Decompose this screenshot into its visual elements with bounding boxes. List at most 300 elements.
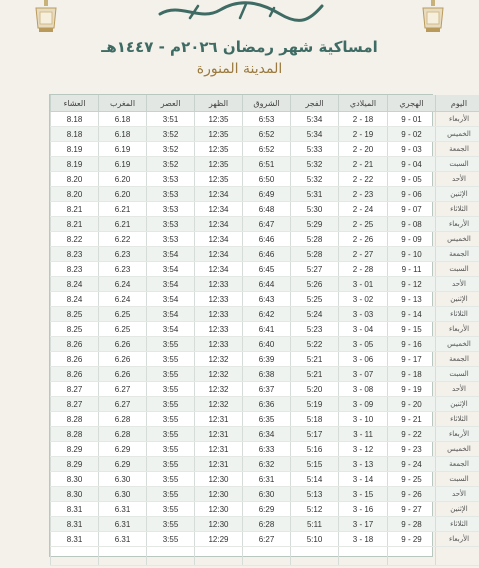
gregorian-date-cell: 3 - 12	[339, 442, 388, 457]
maghrib-cell: 6.28	[99, 412, 147, 427]
fajr-cell: 5:34	[291, 127, 339, 142]
day-cell: السبت	[436, 367, 479, 382]
table-row	[51, 202, 479, 217]
table-row	[51, 187, 479, 202]
isha-cell: 8.30	[51, 487, 99, 502]
hijri-date-cell: 9 - 27	[388, 502, 436, 517]
gregorian-date-cell: 3 - 01	[339, 277, 388, 292]
asr-cell: 3:54	[147, 262, 195, 277]
asr-cell: 3:53	[147, 232, 195, 247]
day-cell: الإثنين	[436, 292, 479, 307]
hijri-date-cell: 9 - 26	[388, 487, 436, 502]
fajr-cell: 5:24	[291, 307, 339, 322]
maghrib-cell: 6.24	[99, 277, 147, 292]
dhuhr-cell: 12:33	[195, 337, 243, 352]
isha-cell: 8.24	[51, 292, 99, 307]
isha-cell: 8.19	[51, 157, 99, 172]
fajr-cell: 5:28	[291, 247, 339, 262]
maghrib-cell: 6.18	[99, 112, 147, 127]
asr-cell: 3:55	[147, 412, 195, 427]
asr-cell: 3:53	[147, 202, 195, 217]
dhuhr-cell: 12:34	[195, 262, 243, 277]
table-row	[51, 412, 479, 427]
fajr-cell: 5:32	[291, 157, 339, 172]
table-row	[51, 142, 479, 157]
maghrib-cell: 6.26	[99, 337, 147, 352]
imsakiya-table-container	[49, 94, 471, 557]
day-cell: الثلاثاء	[436, 202, 479, 217]
hijri-date-cell: 9 - 25	[388, 472, 436, 487]
fajr-cell: 5:17	[291, 427, 339, 442]
maghrib-cell: 6.19	[99, 157, 147, 172]
day-cell: السبت	[436, 472, 479, 487]
maghrib-cell: 6.21	[99, 202, 147, 217]
day-cell: الأحد	[436, 277, 479, 292]
sunrise-cell: 6:42	[243, 307, 291, 322]
fajr-cell: 5:15	[291, 457, 339, 472]
fajr-cell: 5:20	[291, 382, 339, 397]
hijri-date-cell: 9 - 10	[388, 247, 436, 262]
day-cell: الخميس	[436, 127, 479, 142]
column-header-gregorian: الميلادي	[339, 95, 388, 112]
fajr-cell: 5:31	[291, 187, 339, 202]
maghrib-cell: 6.24	[99, 292, 147, 307]
maghrib-cell: 6.18	[99, 127, 147, 142]
asr-cell: 3:55	[147, 517, 195, 532]
gregorian-date-cell: 2 - 21	[339, 157, 388, 172]
sunrise-cell: 6:39	[243, 352, 291, 367]
day-cell: الجمعة	[436, 457, 479, 472]
fajr-cell: 5:11	[291, 517, 339, 532]
sunrise-cell: 6:31	[243, 472, 291, 487]
sunrise-cell: 6:43	[243, 292, 291, 307]
sunrise-cell: 6:38	[243, 367, 291, 382]
column-header-maghrib: المغرب	[99, 95, 147, 112]
asr-cell: 3:55	[147, 502, 195, 517]
hijri-date-cell: 9 - 17	[388, 352, 436, 367]
empty-cell	[243, 547, 291, 566]
day-cell: الإثنين	[436, 502, 479, 517]
isha-cell: 8.21	[51, 217, 99, 232]
table-row	[51, 172, 479, 187]
sunrise-cell: 6:33	[243, 442, 291, 457]
gregorian-date-cell: 3 - 16	[339, 502, 388, 517]
city-subtitle: المدينة المنورة	[196, 61, 283, 77]
fajr-cell: 5:34	[291, 112, 339, 127]
sunrise-cell: 6:41	[243, 322, 291, 337]
maghrib-cell: 6.21	[99, 217, 147, 232]
isha-cell: 8.21	[51, 202, 99, 217]
dhuhr-cell: 12:33	[195, 292, 243, 307]
table-row	[51, 472, 479, 487]
dhuhr-cell: 12:31	[195, 442, 243, 457]
sunrise-cell: 6:47	[243, 217, 291, 232]
hijri-date-cell: 9 - 05	[388, 172, 436, 187]
gregorian-date-cell: 3 - 06	[339, 352, 388, 367]
maghrib-cell: 6.20	[99, 187, 147, 202]
gregorian-date-cell: 3 - 08	[339, 382, 388, 397]
sunrise-cell: 6:27	[243, 532, 291, 547]
day-cell: الجمعة	[436, 142, 479, 157]
day-cell: الخميس	[436, 232, 479, 247]
asr-cell: 3:54	[147, 322, 195, 337]
empty-cell	[388, 547, 436, 566]
isha-cell: 8.24	[51, 277, 99, 292]
fajr-cell: 5:18	[291, 412, 339, 427]
fajr-cell: 5:23	[291, 322, 339, 337]
day-cell: الإثنين	[436, 397, 479, 412]
fajr-cell: 5:27	[291, 262, 339, 277]
isha-cell: 8.29	[51, 457, 99, 472]
maghrib-cell: 6.27	[99, 382, 147, 397]
dhuhr-cell: 12:35	[195, 127, 243, 142]
gregorian-date-cell: 2 - 27	[339, 247, 388, 262]
table-row	[51, 442, 479, 457]
hijri-date-cell: 9 - 20	[388, 397, 436, 412]
table-row	[51, 157, 479, 172]
table-row	[51, 457, 479, 472]
asr-cell: 3:55	[147, 487, 195, 502]
empty-cell	[147, 547, 195, 566]
sunrise-cell: 6:40	[243, 337, 291, 352]
isha-cell: 8.18	[51, 127, 99, 142]
column-header-hijri: الهجري	[388, 95, 436, 112]
day-cell: الثلاثاء	[436, 412, 479, 427]
day-cell: الأربعاء	[436, 532, 479, 547]
maghrib-cell: 6.30	[99, 472, 147, 487]
day-cell: الجمعة	[436, 352, 479, 367]
hijri-date-cell: 9 - 21	[388, 412, 436, 427]
maghrib-cell: 6.30	[99, 487, 147, 502]
gregorian-date-cell: 3 - 15	[339, 487, 388, 502]
fajr-cell: 5:16	[291, 442, 339, 457]
gregorian-date-cell: 3 - 10	[339, 412, 388, 427]
day-cell: الأربعاء	[436, 217, 479, 232]
asr-cell: 3:55	[147, 532, 195, 547]
empty-cell	[99, 547, 147, 566]
asr-cell: 3:55	[147, 337, 195, 352]
hijri-date-cell: 9 - 28	[388, 517, 436, 532]
maghrib-cell: 6.22	[99, 232, 147, 247]
fajr-cell: 5:21	[291, 367, 339, 382]
dhuhr-cell: 12:33	[195, 322, 243, 337]
maghrib-cell: 6.23	[99, 247, 147, 262]
isha-cell: 8.23	[51, 247, 99, 262]
dhuhr-cell: 12:35	[195, 112, 243, 127]
gregorian-date-cell: 2 - 28	[339, 262, 388, 277]
isha-cell: 8.25	[51, 322, 99, 337]
isha-cell: 8.26	[51, 367, 99, 382]
table-row	[51, 262, 479, 277]
empty-cell	[291, 547, 339, 566]
fajr-cell: 5:32	[291, 172, 339, 187]
dhuhr-cell: 12:35	[195, 142, 243, 157]
isha-cell: 8.19	[51, 142, 99, 157]
fajr-cell: 5:29	[291, 217, 339, 232]
table-row	[51, 427, 479, 442]
table-row	[51, 517, 479, 532]
dhuhr-cell: 12:30	[195, 517, 243, 532]
day-cell: الأربعاء	[436, 322, 479, 337]
ramadan-calligraphy-icon	[150, 0, 330, 22]
hijri-date-cell: 9 - 14	[388, 307, 436, 322]
dhuhr-cell: 12:30	[195, 502, 243, 517]
empty-cell	[195, 547, 243, 566]
column-header-sunrise: الشروق	[243, 95, 291, 112]
gregorian-date-cell: 3 - 07	[339, 367, 388, 382]
gregorian-date-cell: 2 - 22	[339, 172, 388, 187]
dhuhr-cell: 12:34	[195, 232, 243, 247]
gregorian-date-cell: 3 - 18	[339, 532, 388, 547]
maghrib-cell: 6.23	[99, 262, 147, 277]
gregorian-date-cell: 3 - 02	[339, 292, 388, 307]
table-row	[51, 292, 479, 307]
fajr-cell: 5:13	[291, 487, 339, 502]
fajr-cell: 5:10	[291, 532, 339, 547]
dhuhr-cell: 12:33	[195, 307, 243, 322]
maghrib-cell: 6.26	[99, 352, 147, 367]
isha-cell: 8.23	[51, 262, 99, 277]
dhuhr-cell: 12:34	[195, 247, 243, 262]
table-row	[51, 322, 479, 337]
gregorian-date-cell: 2 - 23	[339, 187, 388, 202]
isha-cell: 8.31	[51, 517, 99, 532]
asr-cell: 3:55	[147, 472, 195, 487]
sunrise-cell: 6:36	[243, 397, 291, 412]
dhuhr-cell: 12:34	[195, 187, 243, 202]
hijri-date-cell: 9 - 22	[388, 427, 436, 442]
maghrib-cell: 6.19	[99, 142, 147, 157]
isha-cell: 8.29	[51, 442, 99, 457]
isha-cell: 8.31	[51, 532, 99, 547]
table-row	[51, 277, 479, 292]
dhuhr-cell: 12:31	[195, 457, 243, 472]
asr-cell: 3:55	[147, 457, 195, 472]
table-row	[51, 352, 479, 367]
hijri-date-cell: 9 - 01	[388, 112, 436, 127]
day-cell: الأحد	[436, 382, 479, 397]
sunrise-cell: 6:52	[243, 127, 291, 142]
day-cell: الأربعاء	[436, 112, 479, 127]
isha-cell: 8.27	[51, 382, 99, 397]
sunrise-cell: 6:46	[243, 247, 291, 262]
isha-cell: 8.25	[51, 307, 99, 322]
isha-cell: 8.31	[51, 502, 99, 517]
gregorian-date-cell: 2 - 24	[339, 202, 388, 217]
asr-cell: 3:53	[147, 217, 195, 232]
fajr-cell: 5:14	[291, 472, 339, 487]
day-cell: الأحد	[436, 172, 479, 187]
gregorian-date-cell: 3 - 03	[339, 307, 388, 322]
dhuhr-cell: 12:34	[195, 202, 243, 217]
asr-cell: 3:53	[147, 187, 195, 202]
day-cell: السبت	[436, 157, 479, 172]
asr-cell: 3:54	[147, 307, 195, 322]
sunrise-cell: 6:37	[243, 382, 291, 397]
asr-cell: 3:55	[147, 397, 195, 412]
dhuhr-cell: 12:31	[195, 427, 243, 442]
gregorian-date-cell: 2 - 26	[339, 232, 388, 247]
hijri-date-cell: 9 - 29	[388, 532, 436, 547]
sunrise-cell: 6:45	[243, 262, 291, 277]
gregorian-date-cell: 3 - 05	[339, 337, 388, 352]
table-header-row	[51, 95, 479, 112]
hijri-date-cell: 9 - 02	[388, 127, 436, 142]
gregorian-date-cell: 3 - 14	[339, 472, 388, 487]
gregorian-date-cell: 2 - 20	[339, 142, 388, 157]
dhuhr-cell: 12:34	[195, 217, 243, 232]
maghrib-cell: 6.29	[99, 457, 147, 472]
maghrib-cell: 6.31	[99, 532, 147, 547]
table-row	[51, 382, 479, 397]
table-row	[51, 532, 479, 547]
gregorian-date-cell: 2 - 18	[339, 112, 388, 127]
empty-cell	[436, 547, 479, 566]
dhuhr-cell: 12:35	[195, 172, 243, 187]
sunrise-cell: 6:35	[243, 412, 291, 427]
fajr-cell: 5:22	[291, 337, 339, 352]
fajr-cell: 5:12	[291, 502, 339, 517]
column-header-day: اليوم	[436, 95, 479, 112]
isha-cell: 8.30	[51, 472, 99, 487]
asr-cell: 3:55	[147, 382, 195, 397]
hijri-date-cell: 9 - 03	[388, 142, 436, 157]
asr-cell: 3:52	[147, 142, 195, 157]
asr-cell: 3:55	[147, 367, 195, 382]
hijri-date-cell: 9 - 24	[388, 457, 436, 472]
maghrib-cell: 6.31	[99, 517, 147, 532]
day-cell: الأربعاء	[436, 427, 479, 442]
sunrise-cell: 6:29	[243, 502, 291, 517]
maghrib-cell: 6.27	[99, 397, 147, 412]
table-row	[51, 247, 479, 262]
isha-cell: 8.28	[51, 412, 99, 427]
lantern-icon	[417, 0, 449, 36]
fajr-cell: 5:21	[291, 352, 339, 367]
sunrise-cell: 6:32	[243, 457, 291, 472]
asr-cell: 3:51	[147, 112, 195, 127]
empty-cell	[339, 547, 388, 566]
table-row	[51, 232, 479, 247]
dhuhr-cell: 12:32	[195, 397, 243, 412]
fajr-cell: 5:33	[291, 142, 339, 157]
dhuhr-cell: 12:29	[195, 532, 243, 547]
table-row	[51, 307, 479, 322]
asr-cell: 3:54	[147, 277, 195, 292]
asr-cell: 3:52	[147, 157, 195, 172]
isha-cell: 8.26	[51, 352, 99, 367]
asr-cell: 3:55	[147, 427, 195, 442]
sunrise-cell: 6:48	[243, 202, 291, 217]
day-cell: الأحد	[436, 487, 479, 502]
table-row	[51, 217, 479, 232]
dhuhr-cell: 12:31	[195, 412, 243, 427]
table-row	[51, 502, 479, 517]
isha-cell: 8.28	[51, 427, 99, 442]
dhuhr-cell: 12:32	[195, 367, 243, 382]
fajr-cell: 5:19	[291, 397, 339, 412]
hijri-date-cell: 9 - 23	[388, 442, 436, 457]
hijri-date-cell: 9 - 11	[388, 262, 436, 277]
fajr-cell: 5:25	[291, 292, 339, 307]
day-cell: الخميس	[436, 337, 479, 352]
fajr-cell: 5:30	[291, 202, 339, 217]
asr-cell: 3:54	[147, 247, 195, 262]
hijri-date-cell: 9 - 04	[388, 157, 436, 172]
asr-cell: 3:53	[147, 172, 195, 187]
asr-cell: 3:55	[147, 352, 195, 367]
maghrib-cell: 6.31	[99, 502, 147, 517]
gregorian-date-cell: 2 - 25	[339, 217, 388, 232]
column-header-isha: العشاء	[51, 95, 99, 112]
isha-cell: 8.22	[51, 232, 99, 247]
dhuhr-cell: 12:30	[195, 472, 243, 487]
sunrise-cell: 6:52	[243, 142, 291, 157]
table-row	[51, 397, 479, 412]
gregorian-date-cell: 3 - 09	[339, 397, 388, 412]
hijri-date-cell: 9 - 15	[388, 322, 436, 337]
hijri-date-cell: 9 - 19	[388, 382, 436, 397]
dhuhr-cell: 12:30	[195, 487, 243, 502]
day-cell: الخميس	[436, 442, 479, 457]
column-header-asr: العصر	[147, 95, 195, 112]
sunrise-cell: 6:53	[243, 112, 291, 127]
fajr-cell: 5:28	[291, 232, 339, 247]
hijri-date-cell: 9 - 12	[388, 277, 436, 292]
hijri-date-cell: 9 - 18	[388, 367, 436, 382]
sunrise-cell: 6:34	[243, 427, 291, 442]
maghrib-cell: 6.28	[99, 427, 147, 442]
top-decoration	[0, 0, 479, 36]
table-row	[51, 487, 479, 502]
asr-cell: 3:54	[147, 292, 195, 307]
hijri-date-cell: 9 - 07	[388, 202, 436, 217]
gregorian-date-cell: 2 - 19	[339, 127, 388, 142]
table-row	[51, 127, 479, 142]
day-cell: الجمعة	[436, 247, 479, 262]
day-cell: الثلاثاء	[436, 307, 479, 322]
gregorian-date-cell: 3 - 04	[339, 322, 388, 337]
day-cell: الثلاثاء	[436, 517, 479, 532]
isha-cell: 8.20	[51, 187, 99, 202]
imsakiya-table	[50, 95, 479, 566]
sunrise-cell: 6:51	[243, 157, 291, 172]
lantern-icon	[30, 0, 62, 36]
sunrise-cell: 6:28	[243, 517, 291, 532]
empty-cell	[51, 547, 99, 566]
day-cell: السبت	[436, 262, 479, 277]
gregorian-date-cell: 3 - 13	[339, 457, 388, 472]
maghrib-cell: 6.25	[99, 322, 147, 337]
isha-cell: 8.20	[51, 172, 99, 187]
fajr-cell: 5:26	[291, 277, 339, 292]
isha-cell: 8.26	[51, 337, 99, 352]
table-row	[51, 337, 479, 352]
gregorian-date-cell: 3 - 17	[339, 517, 388, 532]
table-row	[51, 112, 479, 127]
asr-cell: 3:52	[147, 127, 195, 142]
dhuhr-cell: 12:32	[195, 382, 243, 397]
dhuhr-cell: 12:32	[195, 352, 243, 367]
sunrise-cell: 6:44	[243, 277, 291, 292]
hijri-date-cell: 9 - 09	[388, 232, 436, 247]
asr-cell: 3:55	[147, 442, 195, 457]
maghrib-cell: 6.29	[99, 442, 147, 457]
page-title: امساكية شهر رمضان ٢٠٢٦م - ١٤٤٧هـ	[101, 38, 378, 56]
table-body	[51, 112, 479, 566]
day-cell: الإثنين	[436, 187, 479, 202]
table-row	[51, 367, 479, 382]
